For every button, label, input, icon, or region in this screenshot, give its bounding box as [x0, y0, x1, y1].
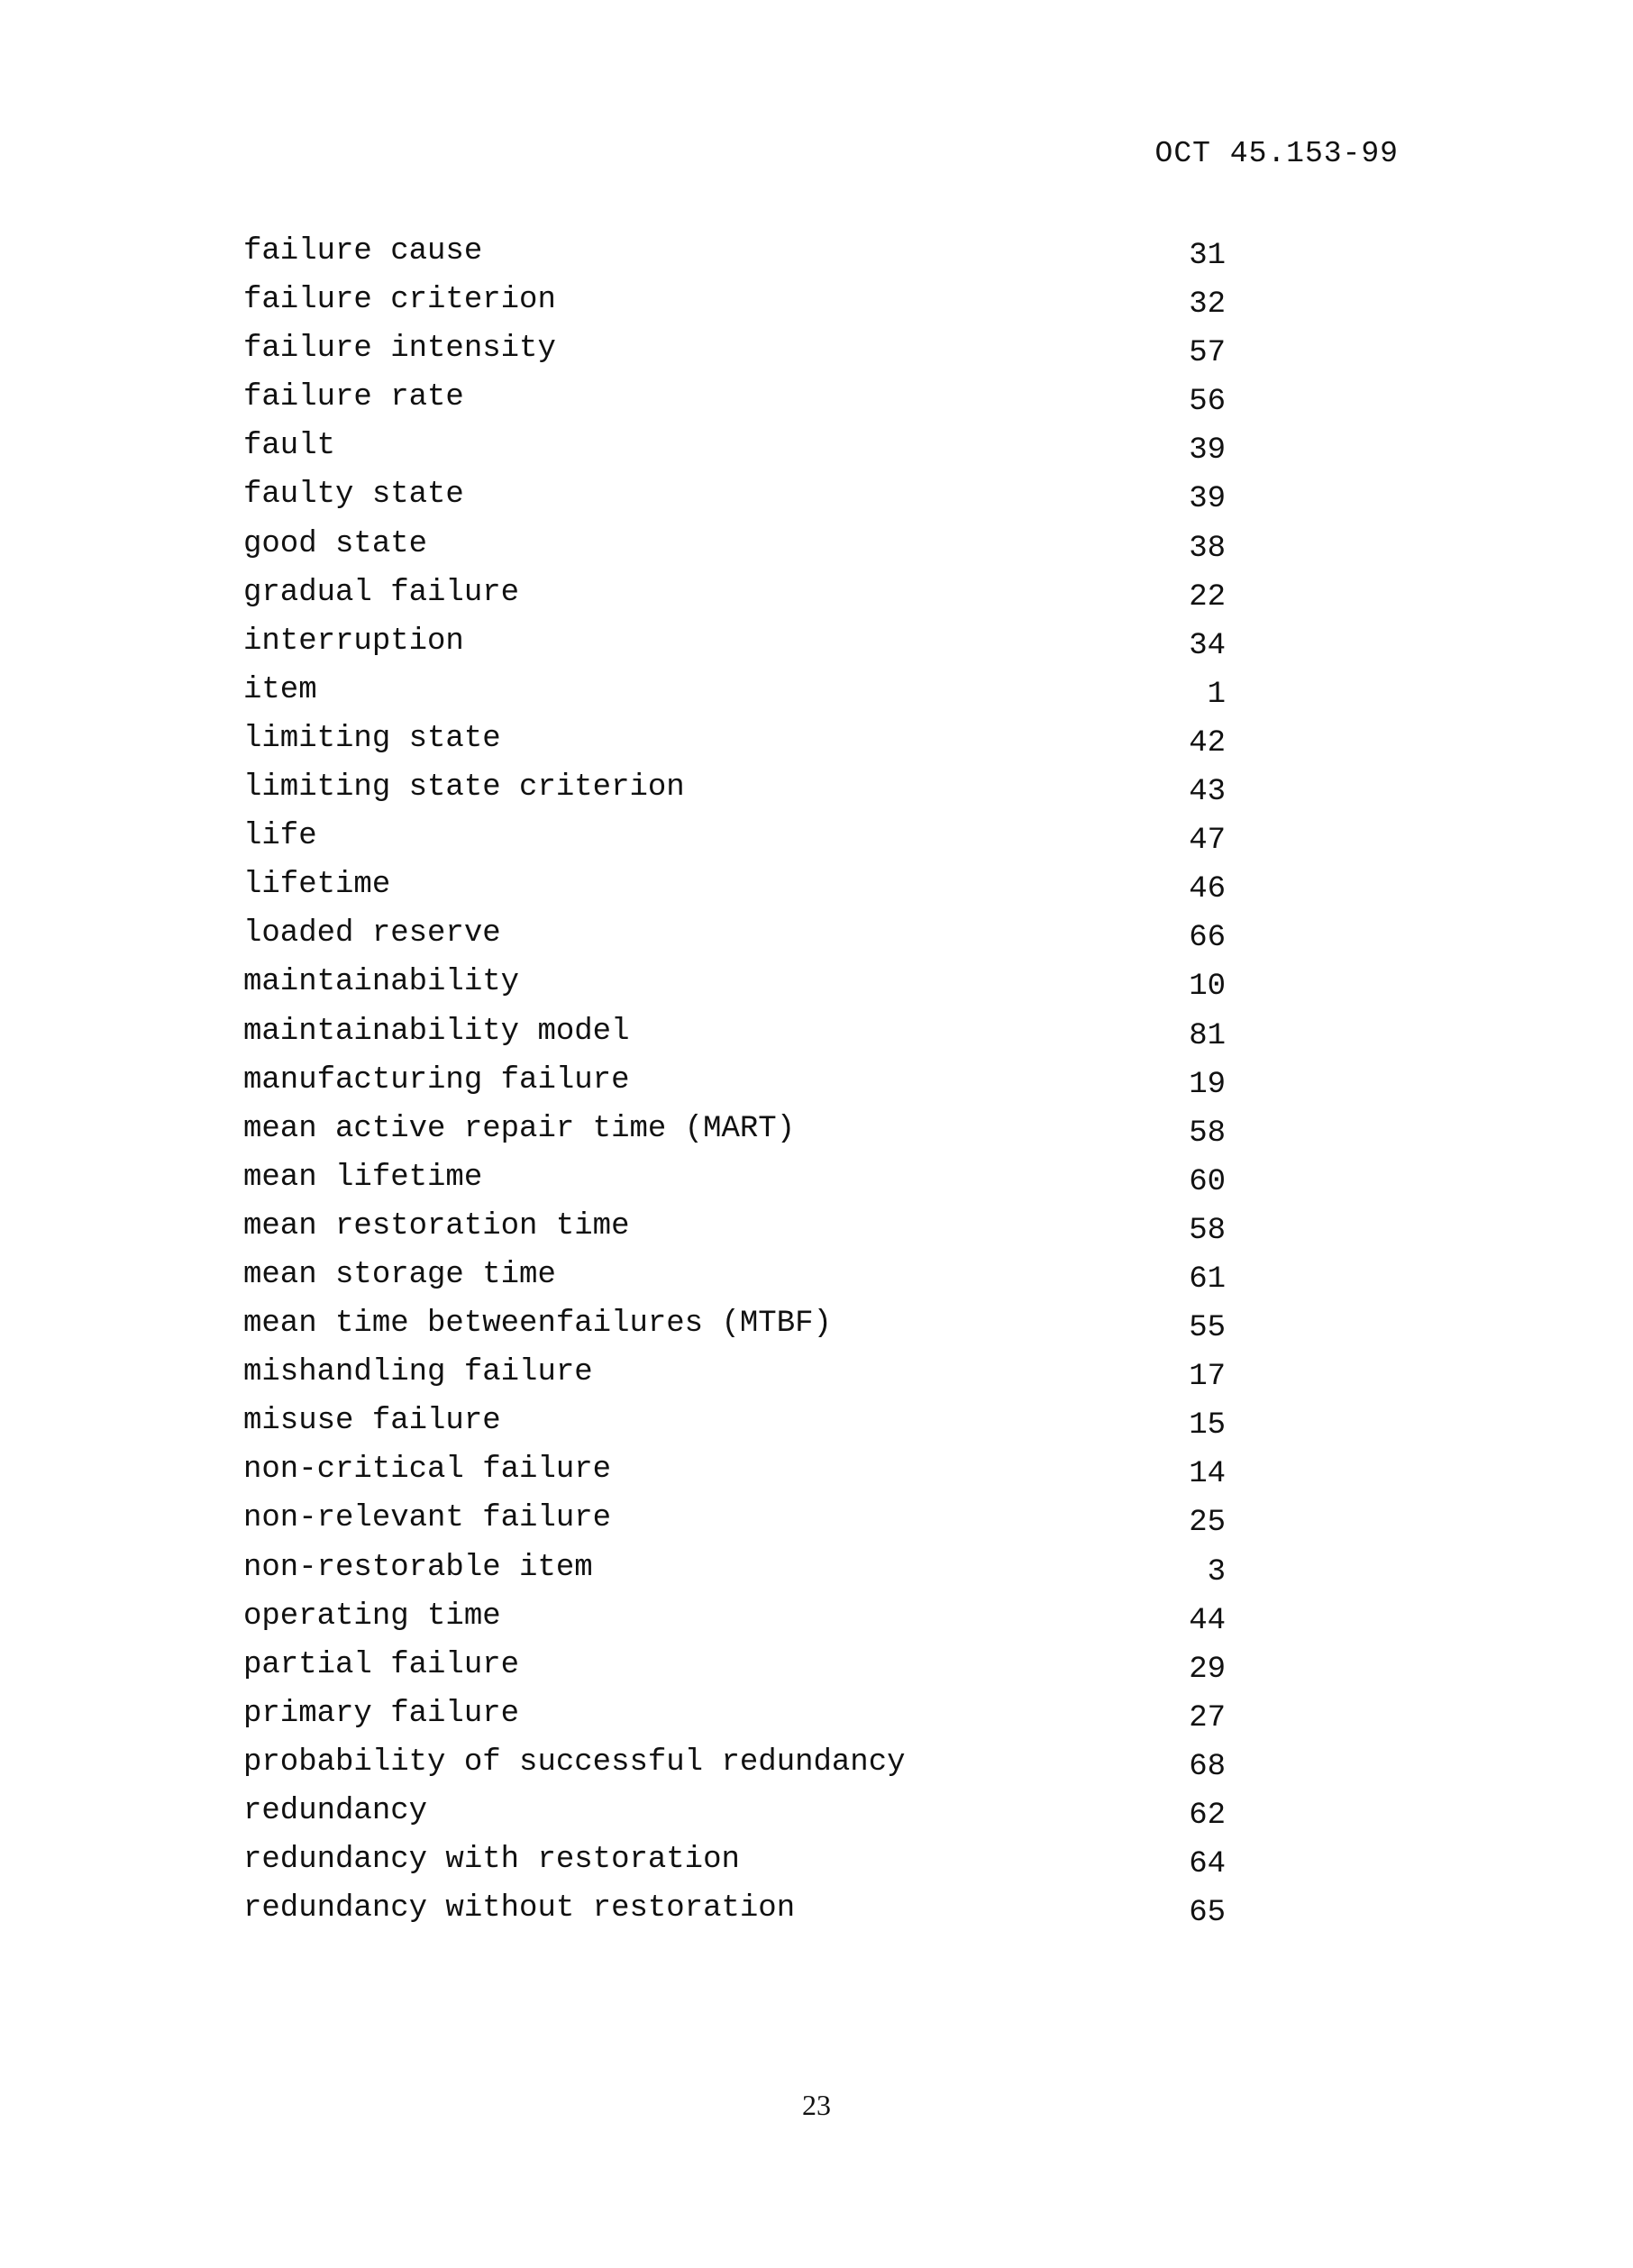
index-entry — [243, 569, 1226, 617]
index-term: failure cause — [243, 234, 483, 269]
index-term-page: 32 — [1189, 287, 1226, 323]
index-term: partial failure — [243, 1647, 520, 1682]
index-entry — [243, 1884, 1226, 1933]
index-term: interruption — [243, 624, 464, 659]
index-term: redundancy — [243, 1794, 428, 1828]
index-term-page: 56 — [1189, 385, 1226, 420]
index-entry — [243, 1544, 1226, 1592]
term-index-list — [243, 227, 1226, 1933]
index-term: gradual failure — [243, 575, 520, 610]
index-entry — [243, 861, 1226, 909]
index-term: mean restoration time — [243, 1208, 630, 1243]
index-term: non-critical failure — [243, 1453, 612, 1488]
index-term: non-restorable item — [243, 1550, 593, 1585]
index-term: fault — [243, 429, 336, 464]
index-entry — [243, 470, 1226, 519]
index-term: operating time — [243, 1599, 501, 1634]
index-term-page: 58 — [1189, 1116, 1226, 1151]
index-term-page: 38 — [1189, 531, 1226, 566]
index-term: mean lifetime — [243, 1160, 483, 1195]
index-term-page: 42 — [1189, 725, 1226, 761]
index-term: failure criterion — [243, 283, 556, 318]
index-term-page: 55 — [1189, 1311, 1226, 1346]
index-term-page: 60 — [1189, 1164, 1226, 1199]
index-entry — [243, 1787, 1226, 1835]
index-term-page: 22 — [1189, 579, 1226, 615]
index-entry — [243, 520, 1226, 569]
index-term-page: 29 — [1189, 1652, 1226, 1687]
index-term-page: 14 — [1189, 1457, 1226, 1492]
index-entry — [243, 1105, 1226, 1153]
index-entry — [243, 666, 1226, 715]
index-term: good state — [243, 526, 428, 561]
index-entry — [243, 1738, 1226, 1787]
index-term-page: 39 — [1189, 482, 1226, 517]
page-number: 23 — [802, 2089, 831, 2121]
index-term: loaded reserve — [243, 916, 501, 952]
index-term-page: 3 — [1207, 1554, 1226, 1589]
index-term-page: 81 — [1189, 1018, 1226, 1053]
index-entry — [243, 763, 1226, 812]
index-term-page: 66 — [1189, 921, 1226, 956]
index-entry — [243, 958, 1226, 1006]
index-term: redundancy without restoration — [243, 1891, 796, 1926]
index-entry — [243, 1641, 1226, 1690]
index-entry — [243, 276, 1226, 324]
index-term-page: 46 — [1189, 872, 1226, 907]
index-term: probability of successful redundancy — [243, 1744, 906, 1780]
index-term: item — [243, 672, 317, 707]
index-term: manufacturing failure — [243, 1062, 630, 1098]
index-term: life — [243, 819, 317, 854]
index-term: failure intensity — [243, 332, 556, 367]
index-entry — [243, 1153, 1226, 1202]
index-term: mean active repair time (MART) — [243, 1111, 796, 1146]
index-entry — [243, 1592, 1226, 1641]
index-entry — [243, 1397, 1226, 1445]
index-term-page: 1 — [1207, 677, 1226, 712]
document-code-header: OCT 45.153-99 — [1154, 137, 1399, 170]
index-term-page: 43 — [1189, 775, 1226, 810]
index-term: failure rate — [243, 380, 464, 415]
index-term: mishandling failure — [243, 1355, 593, 1390]
index-term-page: 61 — [1189, 1262, 1226, 1297]
index-term: redundancy with restoration — [243, 1843, 740, 1878]
index-term-page: 31 — [1189, 239, 1226, 273]
index-term: limiting state — [243, 721, 501, 756]
index-entry — [243, 909, 1226, 958]
index-entry — [243, 1007, 1226, 1056]
index-term: mean storage time — [243, 1257, 556, 1292]
index-term-page: 62 — [1189, 1799, 1226, 1833]
index-term: lifetime — [243, 868, 391, 903]
index-term-page: 57 — [1189, 336, 1226, 371]
index-term-page: 58 — [1189, 1213, 1226, 1248]
index-entry — [243, 1445, 1226, 1494]
index-entry — [243, 617, 1226, 666]
index-entry — [243, 324, 1226, 373]
index-term-page: 25 — [1189, 1506, 1226, 1541]
index-term-page: 68 — [1189, 1749, 1226, 1784]
index-term: faulty state — [243, 478, 464, 513]
index-entry — [243, 373, 1226, 422]
index-term-page: 65 — [1189, 1896, 1226, 1931]
index-term-page: 34 — [1189, 628, 1226, 663]
index-term-page: 27 — [1189, 1700, 1226, 1735]
index-entry — [243, 715, 1226, 763]
index-entry — [243, 1690, 1226, 1738]
index-entry — [243, 227, 1226, 276]
index-entry — [243, 1835, 1226, 1884]
index-term: maintainability model — [243, 1014, 630, 1049]
index-entry — [243, 1202, 1226, 1251]
index-term: misuse failure — [243, 1404, 501, 1439]
index-entry — [243, 1348, 1226, 1397]
index-term: primary failure — [243, 1696, 520, 1731]
index-entry — [243, 422, 1226, 470]
index-term-page: 47 — [1189, 824, 1226, 859]
index-term: mean time betweenfailures (MTBF) — [243, 1307, 832, 1342]
index-term: limiting state criterion — [243, 770, 685, 806]
index-term-page: 19 — [1189, 1067, 1226, 1102]
index-term-page: 64 — [1189, 1847, 1226, 1882]
index-term: non-relevant failure — [243, 1501, 612, 1536]
index-entry — [243, 1056, 1226, 1105]
index-term: maintainability — [243, 965, 520, 1000]
index-term-page: 15 — [1189, 1408, 1226, 1444]
index-entry — [243, 1494, 1226, 1543]
index-term-page: 39 — [1189, 433, 1226, 469]
index-entry — [243, 812, 1226, 861]
index-entry — [243, 1251, 1226, 1299]
index-term-page: 10 — [1189, 970, 1226, 1005]
index-term-page: 17 — [1189, 1360, 1226, 1395]
index-term-page: 44 — [1189, 1603, 1226, 1638]
index-entry — [243, 1299, 1226, 1348]
